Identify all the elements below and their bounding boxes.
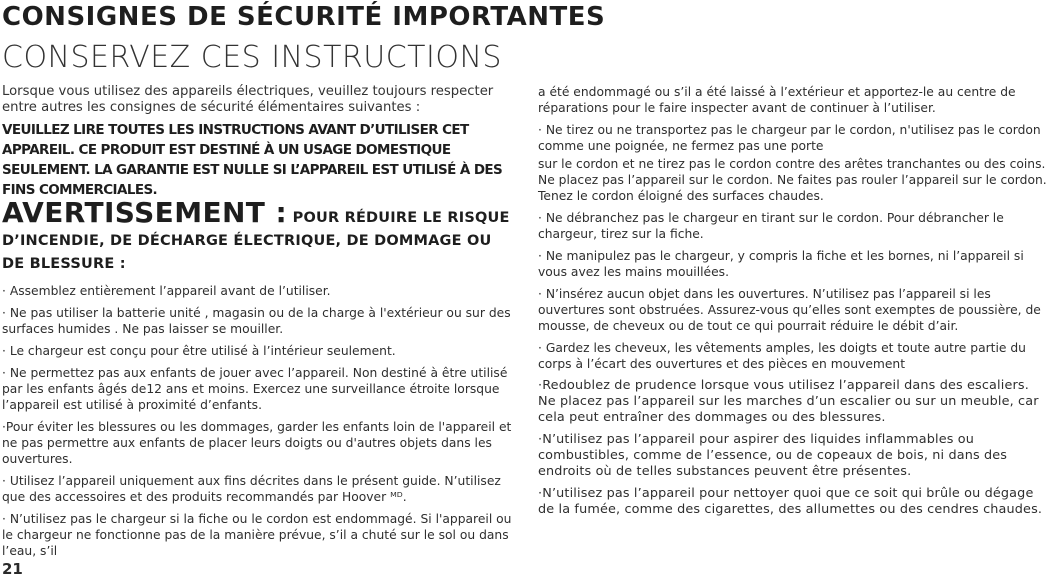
list-item: · Ne tirez ou ne transportez pas le chargeur par le cordon, n'utilisez pas le cordon comme une poignée, ne fermez pas une porte: [538, 123, 1041, 153]
list-item: sur le cordon et ne tirez pas le cordon contre des arêtes tranchantes ou des coins. Ne placez pas l’appareil sur le cordon. Ne faites pas rouler l’appareil sur le cordon. Tenez le cordon éloigné des surfaces chaudes.: [538, 157, 1047, 203]
page-subtitle: CONSERVEZ CES INSTRUCTIONS: [2, 40, 502, 75]
intro-paragraph: Lorsque vous utilisez des appareils électriques, veuillez toujours respecter entre autres les consignes de sécurité élémentaires suivantes :: [2, 84, 494, 115]
list-item: · Utilisez l’appareil uniquement aux fins décrites dans le présent guide. N’utilisez que des accessoires et des produits recommandés par Hoover ᴹᴰ.: [2, 474, 501, 504]
bold-warning: VEUILLEZ LIRE TOUTES LES INSTRUCTIONS AVANT D’UTILISER CET APPAREIL. CE PRODUIT EST DESTINÉ À UN USAGE DOMESTIQUE SEULEMENT. LA GARANTIE EST NULLE SI L’APPAREIL EST UTILISÉ À DES FINS COMMERCIALES.: [2, 122, 503, 198]
list-item: · N’insérez aucun objet dans les ouvertures. N’utilisez pas l’appareil si les ouvertures sont obstruées. Assurez-vous qu’elles sont exemptes de poussière, de mousse, de cheveux ou de tout ce qui pourrait réduire le débit d’air.: [538, 287, 1041, 333]
list-item: · Ne permettez pas aux enfants de jouer avec l’appareil. Non destiné à être utilisé par les enfants âgés de12 ans et moins. Exercez une surveillance étroite lorsque l’appareil est utilisé à proximité d’enfants.: [2, 366, 508, 412]
right-column: [538, 84, 1048, 524]
list-item: · Le chargeur est conçu pour être utilisé à l’intérieur seulement.: [2, 344, 396, 358]
warning-label: AVERTISSEMENT :: [2, 196, 288, 229]
list-item: a été endommagé ou s’il a été laissé à l’extérieur et apportez-le au centre de réparations pour le faire inspecter avant de continuer à l’utiliser.: [538, 85, 1016, 115]
list-item: · Assemblez entièrement l’appareil avant de l’utiliser.: [2, 284, 331, 298]
list-item: · Gardez les cheveux, les vêtements amples, les doigts et toute autre partie du corps à l’écart des ouvertures et des pièces en mouvement: [538, 341, 1026, 371]
list-item: ·Redoublez de prudence lorsque vous utilisez l’appareil dans des escaliers. Ne placez pas l’appareil sur les marches d’un escalier ou sur un meuble, car cela peut entraîner des dommages ou des blessures.: [538, 378, 1039, 425]
list-item: · Ne pas utiliser la batterie unité , magasin ou de la charge à l'extérieur ou sur des surfaces humides . Ne pas laisser se mouiller.: [2, 306, 511, 336]
warning-text: POUR RÉDUIRE LE RISQUE D’INCENDIE, DE DÉCHARGE ÉLECTRIQUE, DE DOMMAGE OU DE BLESSURE :: [2, 210, 510, 272]
page-title: CONSIGNES DE SÉCURITÉ IMPORTANTES: [2, 2, 606, 32]
list-item: · Ne manipulez pas le chargeur, y compris la fiche et les bornes, ni l’appareil si vous avez les mains mouillées.: [538, 249, 1024, 279]
list-item: ·Pour éviter les blessures ou les dommages, garder les enfants loin de l'appareil et ne pas permettre aux enfants de placer leurs doigts ou d'autres objets dans les ouvertures.: [2, 420, 512, 466]
list-item: ·N’utilisez pas l’appareil pour aspirer des liquides inflammables ou combustibles, comme de l’essence, ou de copeaux de bois, ni dans des endroits où de telles substances peuvent être présentes.: [538, 432, 1008, 479]
list-item: ·N’utilisez pas l’appareil pour nettoyer quoi que ce soit qui brûle ou dégage de la fumée, comme des cigarettes, des allumettes ou des cendres chaudes.: [538, 486, 1043, 517]
list-item: · N’utilisez pas le chargeur si la fiche ou le cordon est endommagé. Si l'appareil ou le chargeur ne fonctionne pas de la manière prévue, s’il a chuté sur le sol ou dans l’eau, s’il: [2, 512, 512, 558]
list-item: · Ne débranchez pas le chargeur en tirant sur le cordon. Pour débrancher le chargeur, tirez sur la fiche.: [538, 211, 1004, 241]
left-column: [2, 84, 512, 565]
warning-heading: [2, 196, 512, 275]
page-number: 21: [2, 560, 23, 578]
